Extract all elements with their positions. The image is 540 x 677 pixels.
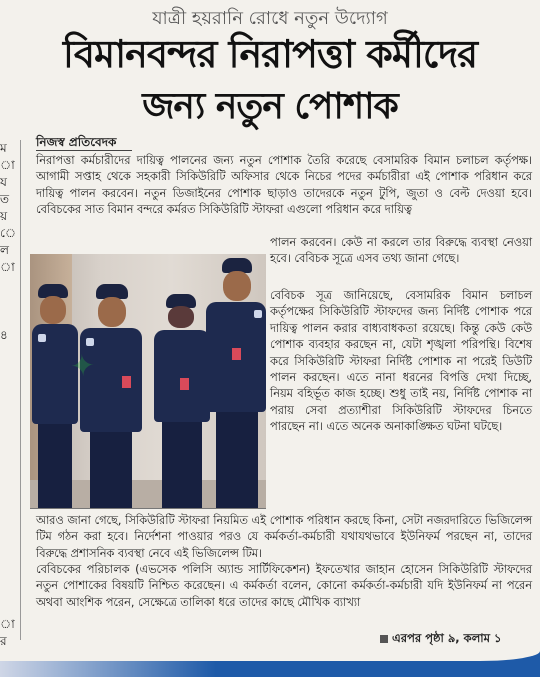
staff-figure-3 (154, 294, 210, 508)
article-paragraph-1-continued: পালন করবেন। কেউ না করলে তার বিরুদ্ধে ব্যবস্থা নেওয়া হবে। বেবিচক সূত্রে এসব তথ্য জানা গেছে। (270, 236, 532, 266)
article-paragraph-3: আরও জানা গেছে, সিকিউরিটি স্টাফরা নিয়মিত এই পোশাক পরিধান করছে কিনা, সেটা নজরদারিতে ভিজিলেন্স টিম গঠন করা হবে। নির্দেশনা পাওয়ার পরও যে কর্মকর্তা-কর্মচারী যথাযথভাবে ইউনিফর্ম পরছেন না, তাদের বিরুদ্ধে প্রশাসনিক ব্যবস্থা নেবে এই ভিজিলেন্স টিম। (36, 514, 532, 560)
byline: নিজস্ব প্রতিবেদক (36, 135, 117, 149)
staff-figure-1 (32, 284, 80, 508)
photo-bottom-rule (30, 508, 266, 509)
main-headline-line2: জন্য নতুন পোশাক (142, 85, 398, 127)
article-paragraph-1: নিরাপত্তা কর্মচারীদের দায়িত্ব পালনের জন্য নতুন পোশাক তৈরি করেছে বেসামরিক বিমান চলাচল কর্তৃপক্ষ। আগামী সপ্তাহ থেকে সহকারী সিকিউরিটি অফিসার থেকে নিচের পদের কর্মচারীরা এই পোশাক পরিধান করে দায়িত্ব পালন করবেন। নতুন ডিজাইনের পোশাক ছাড়াও তাদেরকে নতুন টুপি, জুতা ও বেল্ট দেওয়া হবে। বেবিচকের সাত বিমান বন্দরে কর্মরত সিকিউরিটি স্টাফরা এগুলো পরিধান করে দায়িত্ব (36, 154, 532, 217)
kicker-headline: যাত্রী হয়রানি রোধে নতুন উদ্যোগ (152, 8, 388, 29)
staff-figure-2 (78, 284, 144, 508)
page-bottom-bar (0, 651, 540, 677)
continued-on-page-note: এরপর পৃষ্ঠা ৯, কলাম ১ (380, 630, 501, 649)
photo-watermark: ✦ (68, 348, 97, 385)
security-staff-photo (30, 254, 266, 508)
article-paragraph-2: বেবিচক সূত্র জানিয়েছে, বেসামরিক বিমান চলাচল কর্তৃপক্ষের সিকিউরিটি স্টাফদের জন্য নির্দিষ্ট পোশাক পরে দায়িত্ব পালন করার বাধ্যবাধকতা রয়েছে। কিন্তু কেউ কেউ পোশাক ব্যবহার করছেন না, যেটা শৃঙ্খলা পরিপন্থি। বিশেষ করে সিকিউরিটি স্টাফরা নির্দিষ্ট পোশাক না পরেই ডিউটি পালন করছেন। এতে নানা ধরনের বিপত্তি দেখা দিচ্ছে, নিয়ম বহির্ভূত কাজ হচ্ছে। শুধু তাই নয়, নির্দিষ্ট পোশাক না পরায় সেবা প্রত্যাশীরা সিকিউরিটি স্টাফদের চিনতে পারছেন না। এতে অনেক অনাকাঙ্ক্ষিত ঘটনা ঘটছে। (270, 289, 532, 434)
bullet-square-icon (380, 635, 388, 643)
main-headline-line1: বিমানবন্দর নিরাপত্তা কর্মীদের (63, 31, 477, 76)
article-paragraph-4: বেবিচকের পরিচালক (এভসেক পলিসি অ্যান্ড সার্টিফিকেশন) ইফতেখার জাহান হোসেন সিকিউরিটি স্টাফদের নতুন পোশাকের বিষয়টি নিশ্চিত করেছেন। এ কর্মকর্তা বলেন, কোনো কর্মকর্তা-কর্মচারী যদি ইউনিফর্ম না পরেন অথবা আংশিক পরেন, সেক্ষেত্রে তালিকা ধরে তাদের কাছে মৌখিক ব্যাখ্যা (36, 563, 532, 609)
staff-figure-4 (206, 258, 266, 508)
column-divider (20, 140, 21, 640)
byline-underline (36, 150, 132, 151)
adjacent-column-fragment: ম া য ত য় ে ল া ৪ া র (0, 141, 17, 648)
